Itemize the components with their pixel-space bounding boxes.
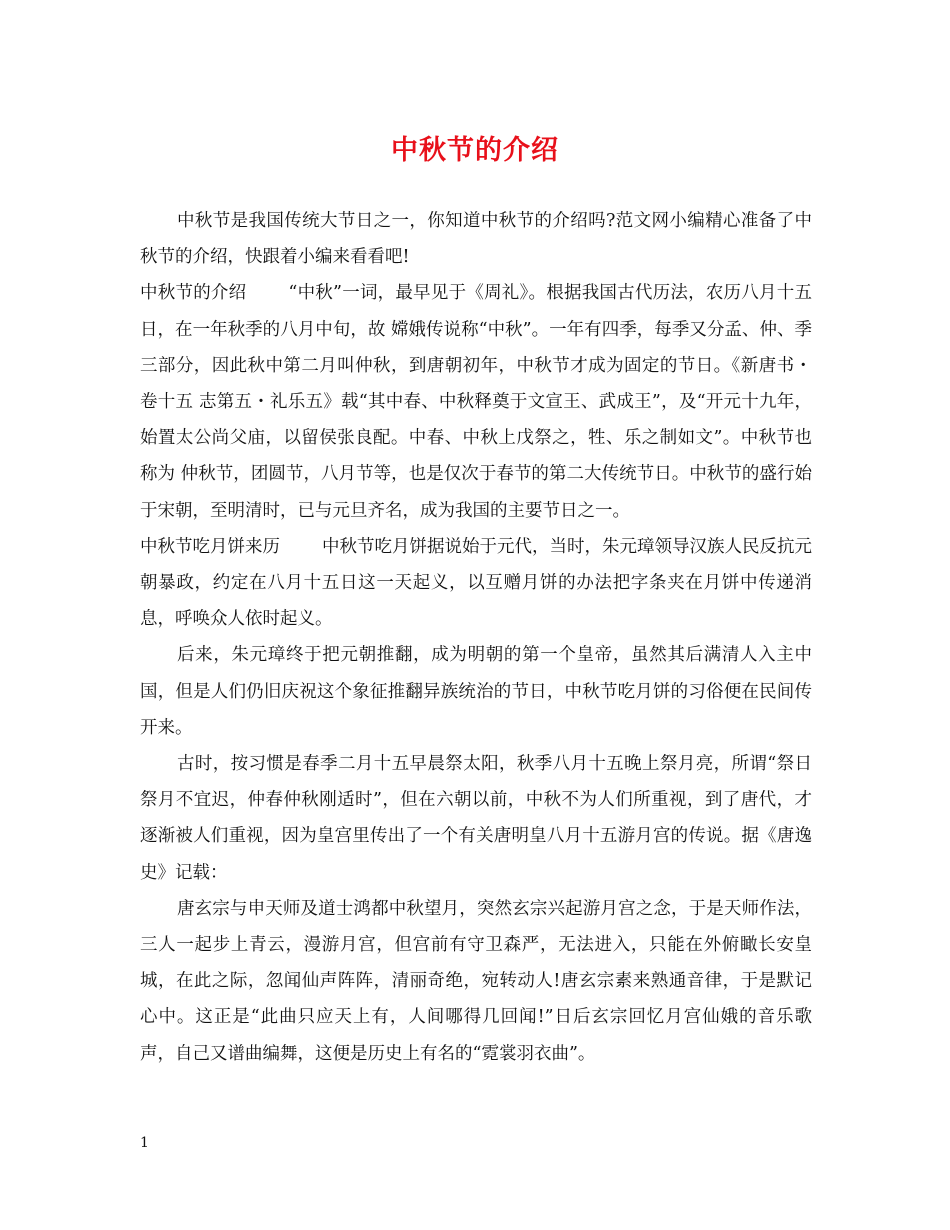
paragraph-section-intro — [140, 275, 812, 528]
paragraph-section-mooncake-text: 中秋节吃月饼据说始于元代，当时，朱元璋领导汉族人民反抗元朝暴政，约定在八月十五日这一天起义，以互赠月饼的办法把字条夹在月饼中传递消息，呼唤众人依时起义。 — [140, 536, 812, 630]
paragraph-section-mooncake — [140, 529, 812, 638]
paragraph-tang-xuanzong: 唐玄宗与申天师及道士鸿都中秋望月，突然玄宗兴起游月宫之念，于是天师作法，三人一起步上青云，漫游月宫，但宫前有守卫森严，无法进入，只能在外俯瞰长安皇城，在此之际，忽闻仙声阵阵，清丽奇绝，宛转动人!唐玄宗素来熟通音律，于是默记心中。这正是“此曲只应天上有，人间哪得几回闻!”日后玄宗回忆月宫仙娥的音乐歌声，自己又谱曲编舞，这便是历史上有名的“霓裳羽衣曲”。 — [140, 898, 812, 1064]
section-heading-intro: 中秋节的介绍 — [140, 283, 247, 304]
section-heading-mooncake: 中秋节吃月饼来历 — [140, 536, 280, 557]
paragraph-section-intro-text: “中秋”一词，最早见于《周礼》。根据我国古代历法，农历八月十五日，在一年秋季的八月中旬，故 嫦娥传说称“中秋”。一年有四季，每季又分孟、仲、季三部分，因此秋中第二月叫仲秋，到唐朝初年，中秋节才成为固定的节日。《新唐书・卷十五 志第五・礼乐五》载“其中春、中秋释奠于文宣王、武成王”，及“开元十九年，始置太公尚父庙，以留侯张良配。中春、中秋上戊祭之，牲、乐之制如文”。中秋节也称为 仲秋节，团圆节，八月节等，也是仅次于春节的第二大传统节日。中秋节的盛行始于宋朝，至明清时，已与元旦齐名，成为我国的主要节日之一。 — [140, 283, 812, 521]
page-number: 1 — [140, 1135, 149, 1151]
paragraph-intro: 中秋节是我国传统大节日之一，你知道中秋节的介绍吗?范文网小编精心准备了中秋节的介绍，快跟着小编来看看吧! — [140, 211, 812, 268]
page-title: 中秋节的介绍 — [391, 135, 559, 166]
document-body — [140, 203, 812, 1072]
paragraph-zhu-yuanzhang: 后来，朱元璋终于把元朝推翻，成为明朝的第一个皇帝，虽然其后满清人入主中国，但是人们仍旧庆祝这个象征推翻异族统治的节日，中秋节吃月饼的习俗便在民间传开来。 — [140, 645, 812, 738]
paragraph-ancient-times: 古时，按习惯是春季二月十五早晨祭太阳，秋季八月十五晚上祭月亮，所谓“祭日祭月不宜迟，仲春仲秋刚适时”，但在六朝以前，中秋不为人们所重视，到了唐代，才逐渐被人们重视，因为皇宫里传出了一个有关唐明皇八月十五游月宫的传说。据《唐逸史》记载： — [140, 754, 812, 883]
